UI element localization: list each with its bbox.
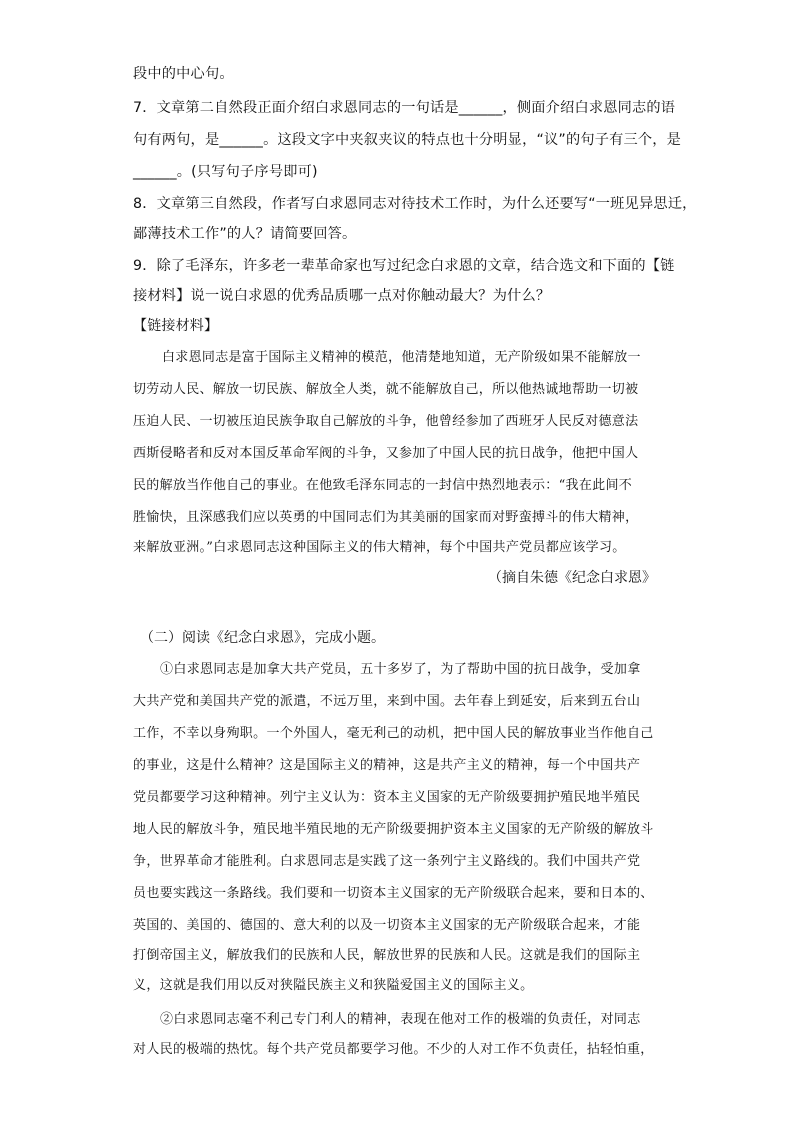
- question-7-line-1: 7．文章第二自然段正面介绍白求恩同志的一句话是______，侧面介绍白求恩同志的语: [133, 100, 676, 116]
- paragraph-1-line: 的事业，这是什么精神？这是国际主义的精神，这是共产主义的精神，每一个中国共产: [133, 758, 641, 773]
- link-material-line: 切劳动人民、解放一切民族、解放全人类，就不能解放自己，所以他热诚地帮助一切被: [133, 382, 639, 397]
- link-material-line: 西斯侵略者和反对本国反革命军阀的斗争，又参加了中国人民的抗日战争，他把中国人: [133, 446, 639, 461]
- question-9-line-2: 接材料】说一说白求恩的优秀品质哪一点对你触动最大？为什么？: [133, 288, 551, 304]
- paragraph-2-line: 对人民的极端的热忱。每个共产党员都要学习他。不少的人对工作不负责任，拈轻怕重，: [133, 1042, 654, 1057]
- link-material-line: 胜愉快，且深感我们应以英勇的中国同志们为其美丽的国家而对野蛮搏斗的伟大精神，: [133, 510, 639, 525]
- paragraph-1-line: 争，世界革命才能胜利。白求恩同志是实践了这一条列宁主义路线的。我们中国共产党: [133, 854, 641, 869]
- question-7-line-2: 句有两句，是______。这段文字中夹叙夹议的特点也十分明显，“议”的句子有三个，是: [133, 132, 682, 148]
- question-9-line-1: 9．除了毛泽东，许多老一辈革命家也写过纪念白求恩的文章，结合选文和下面的【链: [133, 258, 675, 274]
- paragraph-1-line: 工作，不幸以身殉职。一个外国人，毫无利己的动机，把中国人民的解放事业当作他自己: [133, 726, 654, 741]
- link-material-line: 来解放亚洲。”白求恩同志这种国际主义的伟大精神，每个中国共产党员都应该学习。: [133, 540, 626, 555]
- question-8-line-1: 8．文章第三自然段，作者写白求恩同志对待技术工作时，为什么还要写“一班见异思迁，: [133, 196, 697, 212]
- paragraph-1-line: 英国的、美国的、德国的、意大利的以及一切资本主义国家的无产阶级联合起来，才能: [133, 918, 641, 933]
- question-8-line-2: 鄙薄技术工作”的人？请简要回答。: [133, 226, 357, 242]
- paragraph-1-line: ①白求恩同志是加拿大共产党员，五十多岁了，为了帮助中国的抗日战争，受加拿: [160, 662, 641, 677]
- question-6-tail: 段中的中心句。: [133, 66, 234, 82]
- paragraph-1-line: 党员都要学习这种精神。列宁主义认为：资本主义国家的无产阶级要拥护殖民地半殖民: [133, 790, 641, 805]
- link-material-title: 【链接材料】: [133, 318, 219, 334]
- link-material-source: （摘自朱德《纪念白求恩》: [488, 570, 656, 586]
- paragraph-1-line: 员也要实践这一条路线。我们要和一切资本主义国家的无产阶级联合起来，要和日本的、: [133, 886, 654, 901]
- question-7-line-3: ______。(只写句子序号即可): [133, 164, 318, 180]
- paragraph-1-line: 义，这就是我们用以反对狭隘民族主义和狭隘爱国主义的国际主义。: [133, 978, 534, 993]
- paragraph-1-line: 打倒帝国主义，解放我们的民族和人民，解放世界的民族和人民。这就是我们的国际主: [133, 948, 641, 963]
- paragraph-2-line: ②白求恩同志毫不利己专门利人的精神，表现在他对工作的极端的负责任，对同志: [160, 1012, 641, 1027]
- link-material-line: 压迫人民、一切被压迫民族争取自己解放的斗争，他曾经参加了西班牙人民反对德意法: [133, 414, 639, 429]
- paragraph-1-line: 大共产党和美国共产党的派遣，不远万里，来到中国。去年春上到延安，后来到五台山: [133, 694, 641, 709]
- link-material-line: 白求恩同志是富于国际主义精神的模范，他清楚地知道，无产阶级如果不能解放一: [162, 350, 641, 365]
- link-material-line: 民的解放当作他自己的事业。在他致毛泽东同志的一封信中热烈地表示：“我在此间不: [133, 478, 633, 493]
- section-2-title: （二）阅读《纪念白求恩》，完成小题。: [140, 630, 385, 646]
- paragraph-1-line: 地人民的解放斗争，殖民地半殖民地的无产阶级要拥护资本主义国家的无产阶级的解放斗: [133, 822, 654, 837]
